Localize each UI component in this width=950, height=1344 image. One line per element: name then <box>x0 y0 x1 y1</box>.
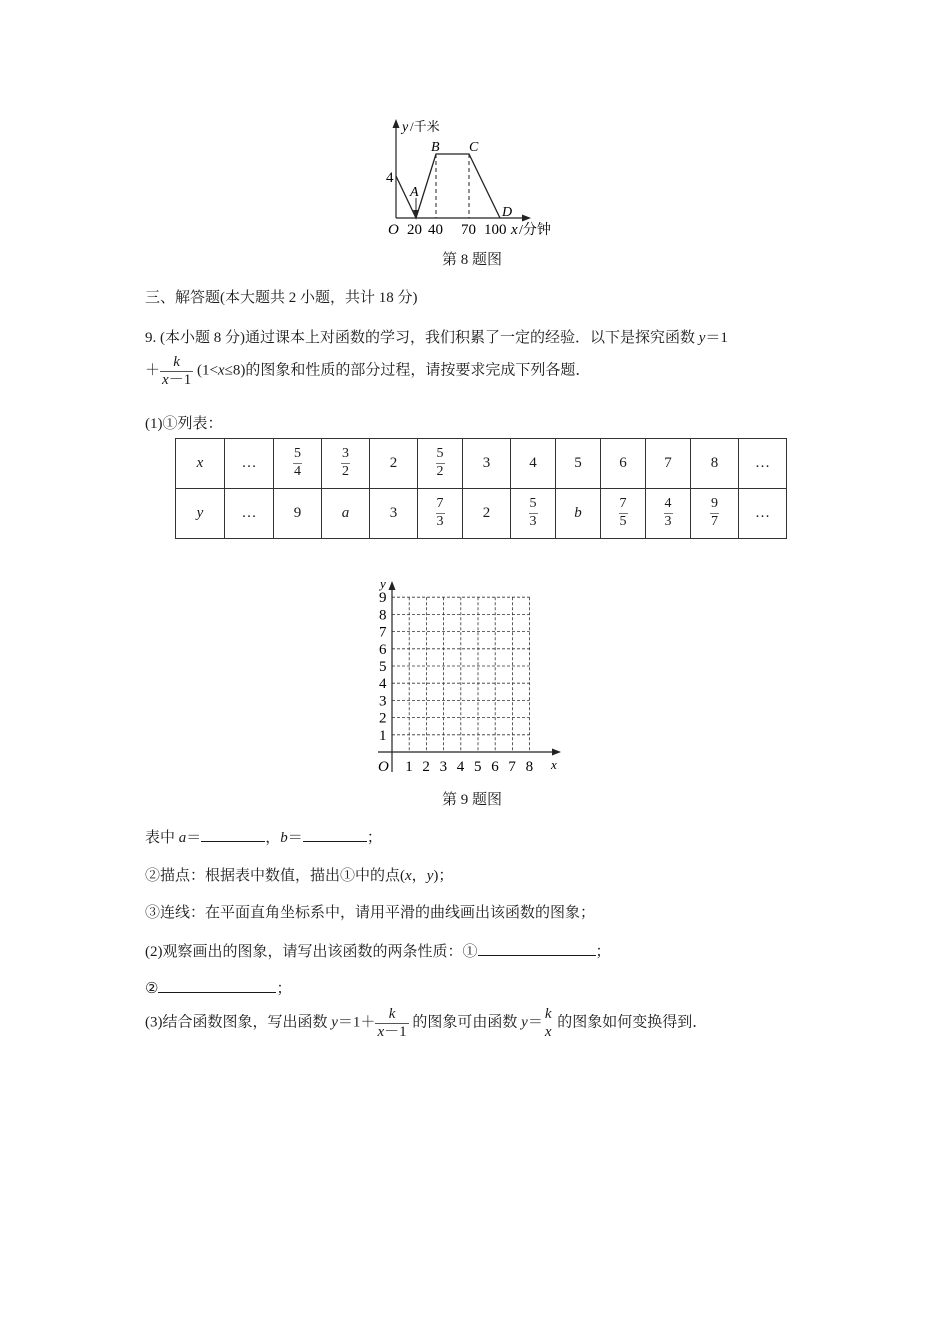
q9-intro-text: 9. (本小题 8 分)通过课本上对函数的学习，我们积累了一定的经验．以下是探究函数 <box>145 330 699 346</box>
x-tick-label: 5 <box>474 759 482 775</box>
table-cell: … <box>739 439 787 489</box>
table-cell: 9 <box>274 489 322 539</box>
step2-comma: ， <box>411 868 427 884</box>
q9-frac-den <box>160 371 193 389</box>
fraction <box>664 497 673 529</box>
table-cell <box>646 489 691 539</box>
q9-domain-x: x <box>217 362 225 379</box>
sep: ， <box>265 830 281 846</box>
step2-x: x <box>405 868 412 884</box>
table-cell <box>601 489 646 539</box>
q9-frac-den-x: x <box>162 371 169 388</box>
step3-line: ③连线：在平面直角坐标系中，请用平滑的曲线画出该函数的图象； <box>145 905 596 921</box>
table-cell: 3 <box>370 489 418 539</box>
q9-intro-eq: ＝1 <box>705 330 728 346</box>
fraction-numerator: 5 <box>436 447 445 464</box>
x-tick-label: 3 <box>439 759 448 775</box>
figure-8-caption: 第 8 题图 <box>442 252 503 268</box>
fraction <box>436 447 445 479</box>
table-cell: 6 <box>601 439 646 489</box>
answer-ab-line <box>145 826 382 847</box>
x-tick-label: 8 <box>525 759 534 775</box>
figure-9-caption: 第 9 题图 <box>442 792 503 808</box>
q9-frac-den-rest: －1 <box>168 371 192 388</box>
part2-end: ； <box>595 944 611 960</box>
y-tick-4: 4 <box>386 170 394 186</box>
part3-fraction-2 <box>543 1006 554 1040</box>
x-tick-label: 6 <box>491 759 499 775</box>
x-tick-label: 2 <box>422 759 430 775</box>
q9-part1-label: (1)①列表： <box>145 416 223 432</box>
table-header-y: y <box>176 489 225 539</box>
part3-frac1-num: k <box>388 1006 396 1022</box>
table-cell: … <box>739 489 787 539</box>
x-axis-label: x <box>551 757 557 772</box>
table-header-x: x <box>176 439 225 489</box>
figure-8-graph <box>360 110 590 245</box>
y-tick-label: 2 <box>379 710 387 727</box>
step2-post: )； <box>433 868 454 884</box>
values-table <box>175 438 787 539</box>
eq-a: ＝ <box>186 830 202 846</box>
fraction-denominator: 4 <box>294 463 301 479</box>
q9-intro-line2-rest: 的图象和性质的部分过程，请按要求完成下列各题． <box>245 362 591 379</box>
table-cell <box>322 439 370 489</box>
point-d-label: D <box>502 205 513 220</box>
table-cell <box>511 489 556 539</box>
part3-post: 的图象如何变换得到． <box>553 1014 708 1031</box>
x-tick-40: 40 <box>428 222 443 238</box>
part3-mid: 的图象可由函数 <box>408 1014 522 1031</box>
part3-line <box>145 1006 707 1040</box>
blank-a-input[interactable] <box>201 827 265 842</box>
fraction <box>341 447 350 479</box>
y-tick-label: 9 <box>379 590 387 607</box>
section-heading: 三、解答题(本大题共 2 小题，共计 18 分) <box>145 290 418 306</box>
fraction-numerator: 4 <box>664 497 673 514</box>
part2-second-label: ② <box>145 981 159 997</box>
table-cell <box>691 489 739 539</box>
part3-frac1-den-rest: －1 <box>384 1023 407 1040</box>
q9-frac-num: k <box>173 354 180 370</box>
part3-y2: y <box>521 1014 528 1031</box>
blank-b-input[interactable] <box>303 827 367 842</box>
fraction <box>436 497 445 529</box>
part2-second-end: ； <box>276 981 292 997</box>
fraction <box>710 497 719 529</box>
q9-domain-close: ≤8) <box>224 362 246 379</box>
part2-second-line <box>145 977 291 998</box>
part3-frac2-num: k <box>544 1006 552 1022</box>
eq-b: ＝ <box>287 830 303 846</box>
table-cell: b <box>556 489 601 539</box>
point-c-label: C <box>469 140 479 155</box>
y-axis-unit: /千米 <box>410 119 440 134</box>
fraction-denominator: 3 <box>529 513 537 529</box>
fraction-numerator: 7 <box>436 497 445 514</box>
x-tick-label: 7 <box>508 759 516 775</box>
part2-line <box>145 940 611 961</box>
part3-eq2: ＝ <box>527 1014 543 1031</box>
x-tick-label: 4 <box>456 759 465 775</box>
table-cell: 4 <box>511 439 556 489</box>
q9-intro-y: y <box>698 330 706 346</box>
step2-line <box>145 864 453 885</box>
answer-ab-prefix: 表中 <box>145 830 179 846</box>
y-axis-label: y <box>380 576 386 591</box>
x-tick-100: 100 <box>484 222 507 238</box>
origin-label: O <box>388 222 399 238</box>
fraction-numerator: 5 <box>529 497 538 514</box>
table-cell <box>274 439 322 489</box>
y-tick-label: 8 <box>379 607 387 624</box>
part3-pre: (3)结合函数图象，写出函数 <box>145 1014 332 1031</box>
fraction-denominator: 2 <box>342 463 349 479</box>
table-cell: a <box>322 489 370 539</box>
x-tick-20: 20 <box>407 222 422 238</box>
table-cell <box>418 439 463 489</box>
part3-y1: y <box>331 1014 338 1031</box>
x-tick-label: 1 <box>405 759 413 775</box>
q9-domain-open: (1< <box>193 362 218 379</box>
fraction-denominator: 5 <box>619 513 627 529</box>
part3-frac2-den: x <box>544 1023 552 1040</box>
part3-eq1: ＝1＋ <box>337 1014 376 1031</box>
var-a: a <box>178 830 187 846</box>
table-cell: 5 <box>556 439 601 489</box>
table-row-y <box>176 489 787 539</box>
y-tick-label: 4 <box>379 676 387 693</box>
table-row-x <box>176 439 787 489</box>
table-cell: 2 <box>370 439 418 489</box>
table-cell: 7 <box>646 439 691 489</box>
table-cell: 2 <box>463 489 511 539</box>
point-b-label: B <box>431 140 440 155</box>
property-1-input[interactable] <box>478 941 596 956</box>
x-axis-unit: /分钟 <box>519 223 551 238</box>
part3-frac1-den-x: x <box>377 1023 385 1040</box>
fraction-denominator: 7 <box>711 513 718 529</box>
step2-y: y <box>426 868 434 884</box>
table-cell: … <box>225 489 274 539</box>
end-semicolon: ； <box>366 830 382 846</box>
fraction-numerator: 7 <box>619 497 628 514</box>
part2-text: (2)观察画出的图象，请写出该函数的两条性质：① <box>145 944 478 960</box>
part3-fraction-1 <box>375 1006 408 1040</box>
y-axis-var: y <box>402 120 409 135</box>
step2-pre: ②描点：根据表中数值，描出①中的点( <box>145 868 405 884</box>
fraction <box>293 447 302 479</box>
property-2-input[interactable] <box>158 978 276 993</box>
q9-intro-line2 <box>145 354 590 388</box>
q9-fraction <box>160 354 193 388</box>
table-cell <box>418 489 463 539</box>
point-a-label: A <box>410 185 419 200</box>
q9-intro-line1 <box>145 326 728 347</box>
fraction-numerator: 9 <box>710 497 719 514</box>
q9-plus: ＋ <box>145 362 161 379</box>
y-tick-label: 7 <box>379 624 387 641</box>
part3-frac1-den <box>375 1023 408 1041</box>
var-b: b <box>280 830 288 846</box>
fraction <box>529 497 538 529</box>
fraction-numerator: 5 <box>293 447 302 464</box>
fraction-numerator: 3 <box>341 447 350 464</box>
table-cell: … <box>225 439 274 489</box>
table-cell: 8 <box>691 439 739 489</box>
fraction-denominator: 2 <box>436 463 444 479</box>
y-tick-label: 3 <box>379 693 387 710</box>
fraction <box>619 497 628 529</box>
y-tick-label: 1 <box>379 727 387 744</box>
x-tick-70: 70 <box>461 222 476 238</box>
x-axis-var: x <box>511 222 518 238</box>
fraction-denominator: 3 <box>664 513 672 529</box>
table-cell: 3 <box>463 439 511 489</box>
figure-9-grid <box>370 570 570 780</box>
y-tick-label: 5 <box>379 659 387 675</box>
fraction-denominator: 3 <box>436 513 444 529</box>
y-tick-label: 6 <box>379 641 387 658</box>
origin-label: O <box>378 759 389 775</box>
